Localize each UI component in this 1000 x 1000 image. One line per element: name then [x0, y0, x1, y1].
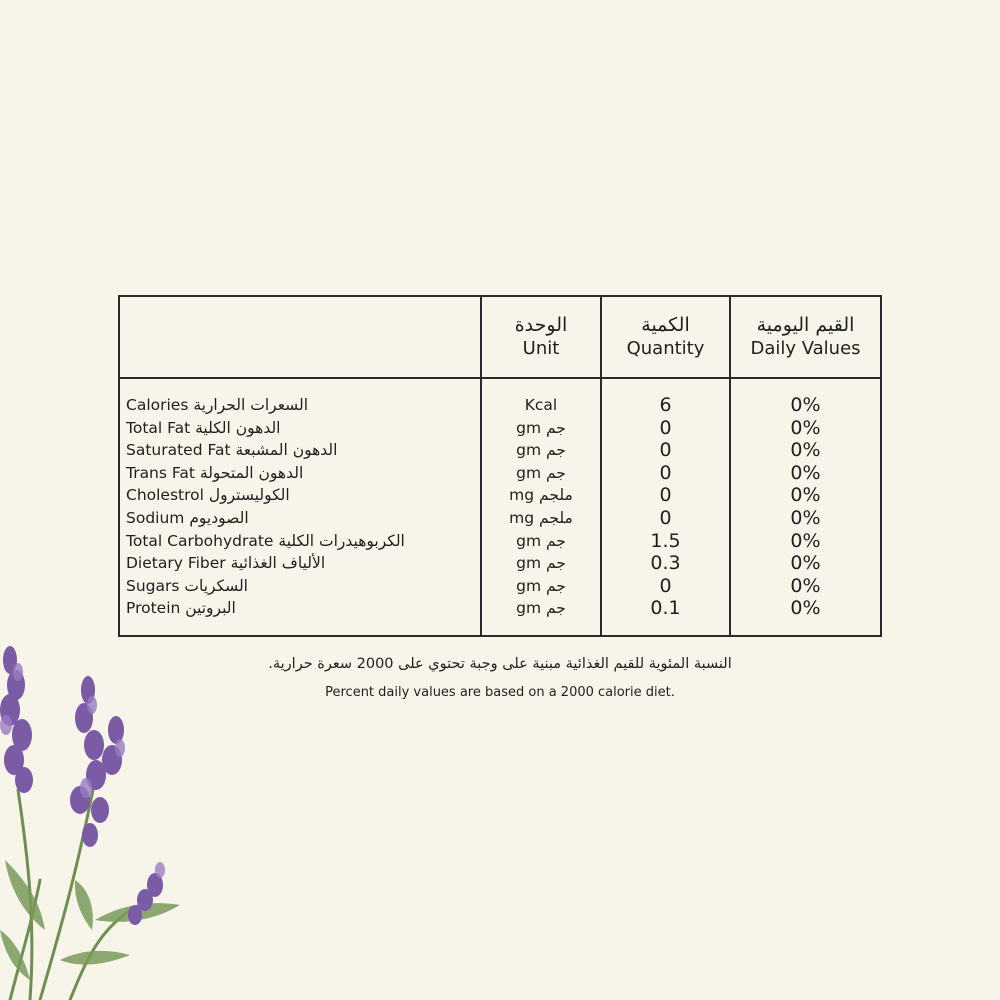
row-3-daily: 0%	[790, 461, 821, 484]
row-7-daily: 0%	[790, 552, 821, 575]
name-column	[120, 379, 482, 635]
header-daily-ar: القيم اليومية	[756, 314, 855, 336]
row-5-unit: mg ملجم	[509, 508, 573, 527]
row-1-name: Total Fat الدهون الكلية	[126, 418, 281, 437]
footnote-english: Percent daily values are based on a 2000 calorie diet.	[325, 685, 675, 700]
row-9-quantity: 0.1	[650, 597, 681, 620]
row-9-name: Protein البروتين	[126, 599, 236, 618]
row-3-name: Trans Fat الدهون المتحولة	[126, 463, 304, 482]
row-0-daily: 0%	[790, 394, 821, 416]
row-2-unit: gm جم	[516, 441, 566, 460]
row-2-daily: 0%	[790, 439, 821, 462]
row-7-name: Dietary Fiber الألياف الغذائية	[126, 554, 326, 573]
row-8-daily: 0%	[790, 574, 821, 597]
row-5-name: Sodium الصوديوم	[126, 508, 249, 527]
header-quantity	[602, 297, 731, 379]
header-unit-en: Unit	[522, 338, 560, 359]
row-2-name: Saturated Fat الدهون المشبعة	[126, 441, 338, 460]
row-1-unit: gm جم	[516, 418, 566, 437]
quantity-column	[602, 379, 731, 635]
header-unit	[482, 297, 602, 379]
header-name	[120, 297, 482, 379]
header-unit-ar: الوحدة	[514, 314, 568, 336]
row-4-name: Cholestrol الكوليسترول	[126, 486, 290, 505]
unit-column	[482, 379, 602, 635]
lavender-sprig-icon	[0, 630, 210, 1000]
row-0-unit: Kcal	[524, 396, 558, 414]
header-daily-en: Daily Values	[750, 338, 861, 359]
row-6-name: Total Carbohydrate الكربوهيدرات الكلية	[126, 531, 405, 550]
row-1-daily: 0%	[790, 416, 821, 439]
row-6-daily: 0%	[790, 529, 821, 552]
row-7-unit: gm جم	[516, 554, 566, 573]
row-0-name: Calories السعرات الحرارية	[126, 396, 309, 414]
row-6-quantity: 1.5	[650, 529, 681, 552]
row-2-quantity: 0	[659, 439, 672, 462]
row-1-quantity: 0	[659, 416, 672, 439]
row-5-quantity: 0	[659, 506, 672, 529]
row-3-quantity: 0	[659, 461, 672, 484]
row-8-name: Sugars السكريات	[126, 576, 248, 595]
daily-values-column	[731, 379, 880, 635]
row-6-unit: gm جم	[516, 531, 566, 550]
row-9-daily: 0%	[790, 597, 821, 620]
nutrition-table	[118, 295, 882, 637]
header-daily-values	[731, 297, 880, 379]
row-4-unit: mg ملجم	[509, 486, 573, 505]
row-0-quantity: 6	[659, 394, 672, 416]
row-4-quantity: 0	[659, 484, 672, 507]
row-8-unit: gm جم	[516, 576, 566, 595]
row-9-unit: gm جم	[516, 599, 566, 618]
header-quantity-ar: الكمية	[641, 314, 690, 336]
footnote-arabic: النسبة المئوية للقيم الغذائية مبنية على وجبة تحتوي على 2000 سعرة حرارية.	[268, 656, 732, 672]
row-3-unit: gm جم	[516, 463, 566, 482]
row-7-quantity: 0.3	[650, 552, 681, 575]
row-8-quantity: 0	[659, 574, 672, 597]
row-5-daily: 0%	[790, 506, 821, 529]
row-4-daily: 0%	[790, 484, 821, 507]
header-quantity-en: Quantity	[626, 338, 705, 359]
